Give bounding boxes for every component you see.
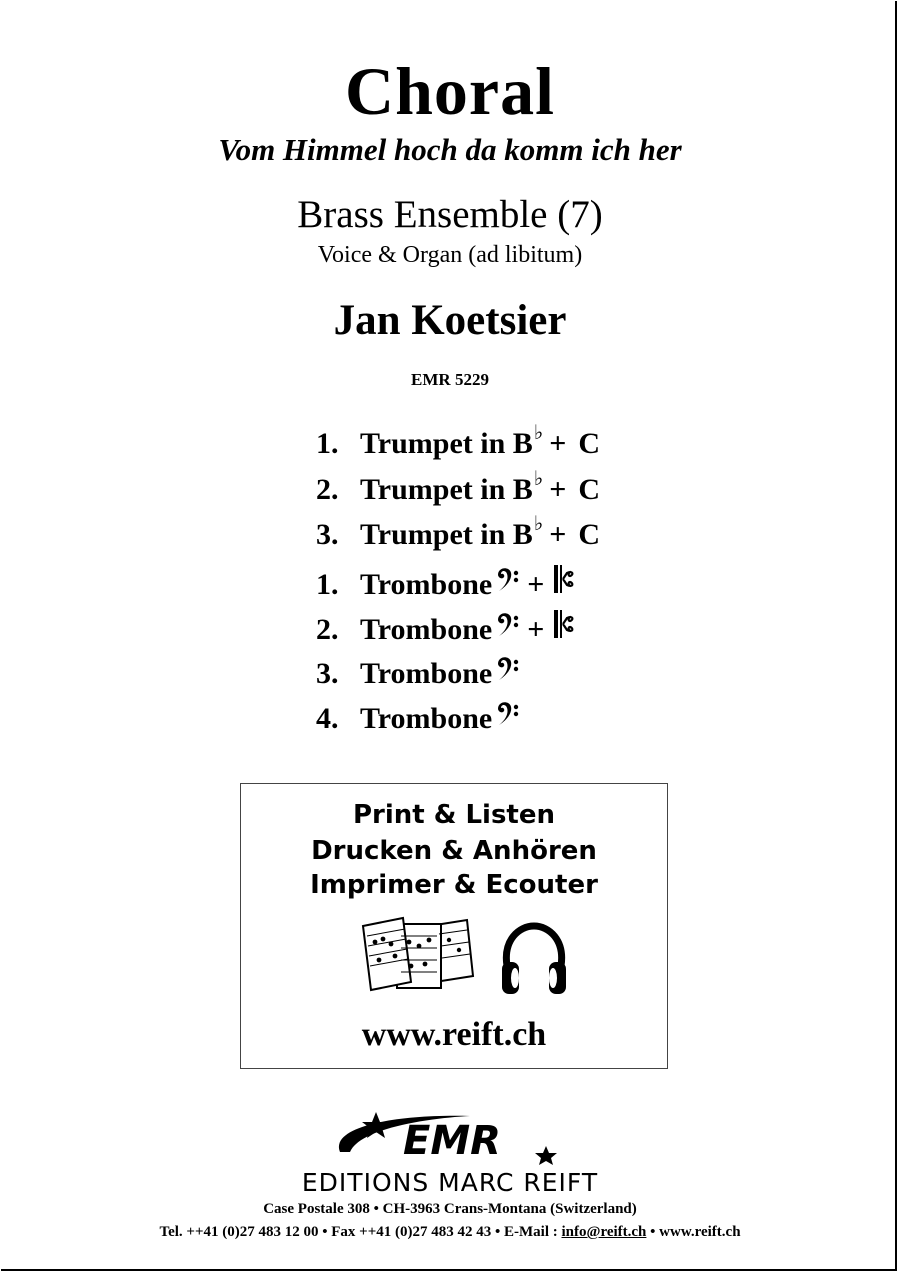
- emr-logo: [320, 1108, 580, 1168]
- part-key: C: [578, 472, 601, 506]
- bass-clef-icon: [495, 655, 521, 683]
- part-number: 2.: [316, 613, 339, 646]
- part-item: [316, 513, 601, 564]
- logo-text: EMR: [403, 1118, 501, 1164]
- part-number: 4.: [316, 702, 339, 735]
- page-title: Choral: [345, 53, 555, 129]
- extra-instruments: Voice & Organ (ad libitum): [317, 242, 583, 268]
- website-link[interactable]: www.reift.ch: [361, 1016, 547, 1053]
- part-item: [316, 609, 600, 655]
- email-link[interactable]: info@reift.ch: [561, 1224, 647, 1240]
- part-name: Trombone: [360, 567, 493, 601]
- part-number: 3.: [316, 656, 339, 690]
- part-item: [316, 655, 600, 701]
- catalog-number: EMR 5229: [411, 370, 489, 389]
- bass-clef-icon: [495, 611, 521, 639]
- headphones-icon: [499, 922, 569, 1000]
- flat-sign: ♭: [533, 513, 544, 535]
- ensemble-label: Brass Ensemble (7): [297, 193, 603, 236]
- part-number: 3.: [316, 518, 339, 551]
- publisher-name: EDITIONS MARC REIFT: [301, 1168, 599, 1197]
- part-name: Trumpet in B: [360, 518, 533, 551]
- part-name: Trombone: [360, 656, 493, 690]
- subtitle: Vom Himmel hoch da komm ich her: [218, 132, 682, 167]
- plus-sign: +: [527, 613, 545, 646]
- part-key: C: [578, 518, 601, 551]
- contact-phone-fax: Tel. ++41 (0)27 483 12 00 • Fax ++41 (0)27 483 42 43 • E-Mail :: [159, 1224, 562, 1240]
- print-listen-box: [240, 783, 668, 1069]
- part-number: 1.: [316, 567, 339, 601]
- parts-list: [316, 422, 601, 746]
- part-item: [316, 467, 601, 519]
- plus-sign: +: [527, 567, 545, 601]
- part-item: [316, 700, 600, 746]
- bass-clef-icon: [495, 700, 521, 728]
- flat-sign: ♭: [533, 422, 544, 444]
- part-item: [316, 564, 600, 610]
- bass-clef-icon: [495, 566, 521, 594]
- flat-sign: ♭: [533, 467, 544, 490]
- part-key: C: [578, 427, 601, 460]
- tenor-clef-icon: [553, 564, 575, 594]
- part-name: Trombone: [360, 702, 493, 735]
- part-name: Trumpet in B: [360, 427, 533, 460]
- plus-sign: +: [549, 472, 567, 506]
- composer-name: Jan Koetsier: [333, 297, 567, 344]
- publisher-address: Case Postale 308 • CH-3963 Crans-Montana (Switzerland): [263, 1201, 637, 1217]
- part-number: 2.: [316, 472, 339, 506]
- part-number: 1.: [316, 427, 339, 460]
- part-name: Trumpet in B: [360, 472, 533, 506]
- promo-line-french: Imprimer & Ecouter: [310, 870, 598, 900]
- contact-website[interactable]: • www.reift.ch: [646, 1224, 741, 1240]
- plus-sign: +: [549, 518, 567, 551]
- part-name: Trombone: [360, 613, 493, 646]
- promo-line-english: Print & Listen: [352, 800, 556, 830]
- plus-sign: +: [549, 427, 567, 460]
- promo-line-german: Drucken & Anhören: [311, 836, 597, 866]
- tenor-clef-icon: [553, 609, 575, 639]
- sheet-music-icon: [359, 916, 475, 994]
- publisher-contact: [0, 1224, 900, 1241]
- part-item: [316, 422, 601, 473]
